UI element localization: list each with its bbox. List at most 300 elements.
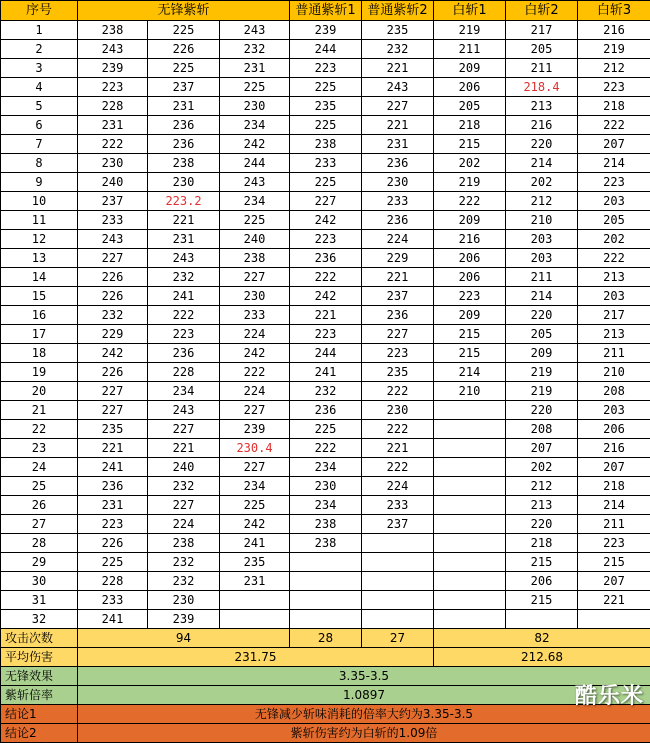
damage-cell: 223	[290, 59, 362, 78]
conclusion1-value: 无锋减少斩味消耗的倍率大约为3.35-3.5	[78, 705, 650, 724]
damage-cell: 230	[220, 97, 290, 116]
effect-label: 无锋效果	[1, 667, 78, 686]
ratio-row	[1, 686, 650, 705]
row-index-cell: 23	[1, 439, 78, 458]
damage-cell: 223	[290, 230, 362, 249]
damage-cell: 220	[506, 306, 578, 325]
damage-cell: 220	[506, 515, 578, 534]
damage-cell: 224	[148, 515, 220, 534]
attack-bai: 82	[434, 629, 650, 648]
damage-cell: 202	[578, 230, 650, 249]
damage-cell: 217	[578, 306, 650, 325]
damage-cell: 230.4	[220, 439, 290, 458]
damage-cell: 207	[578, 458, 650, 477]
damage-cell: 203	[578, 287, 650, 306]
damage-cell: 222	[290, 268, 362, 287]
damage-cell: 229	[78, 325, 148, 344]
row-index-cell: 7	[1, 135, 78, 154]
damage-cell: 223	[434, 287, 506, 306]
damage-cell	[434, 572, 506, 591]
row-index-cell: 11	[1, 211, 78, 230]
damage-cell: 219	[506, 363, 578, 382]
damage-cell: 218	[578, 97, 650, 116]
table-row	[1, 382, 650, 401]
damage-cell: 231	[78, 116, 148, 135]
damage-cell: 238	[290, 534, 362, 553]
damage-cell: 218	[506, 534, 578, 553]
damage-cell	[434, 515, 506, 534]
damage-cell: 227	[362, 325, 434, 344]
damage-cell: 213	[578, 268, 650, 287]
damage-cell	[290, 591, 362, 610]
row-index-cell: 18	[1, 344, 78, 363]
row-index-cell: 30	[1, 572, 78, 591]
damage-cell: 232	[148, 572, 220, 591]
damage-cell: 211	[506, 59, 578, 78]
damage-cell: 216	[434, 230, 506, 249]
damage-cell: 212	[506, 477, 578, 496]
damage-cell: 242	[78, 344, 148, 363]
row-index-cell: 26	[1, 496, 78, 515]
damage-cell: 215	[434, 325, 506, 344]
table-row	[1, 344, 650, 363]
table-row	[1, 287, 650, 306]
damage-cell: 225	[290, 173, 362, 192]
damage-cell: 237	[148, 78, 220, 97]
damage-cell: 215	[434, 344, 506, 363]
damage-cell: 205	[506, 40, 578, 59]
damage-cell: 244	[290, 40, 362, 59]
damage-cell: 231	[220, 572, 290, 591]
damage-cell: 227	[220, 268, 290, 287]
damage-cell: 235	[362, 363, 434, 382]
table-row	[1, 40, 650, 59]
damage-cell	[434, 496, 506, 515]
damage-cell: 230	[78, 154, 148, 173]
damage-cell: 236	[148, 116, 220, 135]
damage-cell	[578, 610, 650, 629]
damage-cell: 235	[220, 553, 290, 572]
table-row	[1, 268, 650, 287]
damage-cell: 222	[578, 249, 650, 268]
damage-cell	[434, 591, 506, 610]
damage-cell: 226	[78, 363, 148, 382]
damage-cell: 230	[148, 173, 220, 192]
damage-cell: 211	[506, 268, 578, 287]
row-index-cell: 6	[1, 116, 78, 135]
table-row	[1, 230, 650, 249]
damage-cell: 243	[362, 78, 434, 97]
damage-cell: 230	[362, 173, 434, 192]
row-index-cell: 9	[1, 173, 78, 192]
row-index-cell: 21	[1, 401, 78, 420]
damage-cell: 234	[290, 458, 362, 477]
damage-cell: 209	[434, 306, 506, 325]
damage-cell: 221	[290, 306, 362, 325]
damage-cell: 222	[220, 363, 290, 382]
damage-cell: 227	[148, 496, 220, 515]
damage-cell	[434, 439, 506, 458]
row-index-cell: 31	[1, 591, 78, 610]
damage-cell: 214	[506, 154, 578, 173]
damage-cell	[362, 553, 434, 572]
table-row	[1, 306, 650, 325]
damage-cell: 233	[78, 211, 148, 230]
damage-cell: 243	[78, 230, 148, 249]
damage-cell: 222	[434, 192, 506, 211]
table-row	[1, 401, 650, 420]
damage-cell: 221	[148, 439, 220, 458]
damage-cell: 223	[578, 173, 650, 192]
row-index-cell: 25	[1, 477, 78, 496]
table-row	[1, 325, 650, 344]
row-index-cell: 4	[1, 78, 78, 97]
damage-cell: 239	[78, 59, 148, 78]
table-row	[1, 192, 650, 211]
damage-cell: 223	[362, 344, 434, 363]
header-row	[1, 1, 650, 21]
header-bai2: 白斩2	[506, 1, 578, 21]
row-index-cell: 2	[1, 40, 78, 59]
damage-cell: 213	[506, 496, 578, 515]
damage-cell: 231	[220, 59, 290, 78]
row-index-cell: 8	[1, 154, 78, 173]
damage-cell: 212	[578, 59, 650, 78]
damage-cell: 219	[434, 21, 506, 40]
damage-cell: 223	[290, 325, 362, 344]
damage-cell: 203	[578, 192, 650, 211]
damage-cell: 235	[290, 97, 362, 116]
damage-cell: 240	[78, 173, 148, 192]
damage-cell: 210	[506, 211, 578, 230]
table-row	[1, 363, 650, 382]
header-normal1: 普通紫斩1	[290, 1, 362, 21]
damage-cell: 218	[578, 477, 650, 496]
conclusion2-row	[1, 724, 650, 743]
damage-cell: 242	[220, 135, 290, 154]
damage-cell: 202	[506, 173, 578, 192]
effect-row	[1, 667, 650, 686]
damage-cell: 242	[290, 287, 362, 306]
damage-cell: 228	[78, 572, 148, 591]
ratio-value: 1.0897	[78, 686, 650, 705]
damage-cell: 213	[506, 97, 578, 116]
damage-cell: 224	[362, 230, 434, 249]
row-index-cell: 29	[1, 553, 78, 572]
damage-cell: 222	[78, 135, 148, 154]
row-index-cell: 22	[1, 420, 78, 439]
damage-cell: 221	[362, 59, 434, 78]
damage-cell: 206	[434, 78, 506, 97]
row-index-cell: 13	[1, 249, 78, 268]
damage-cell: 238	[78, 21, 148, 40]
damage-cell: 221	[148, 211, 220, 230]
damage-cell: 225	[78, 553, 148, 572]
table-row	[1, 420, 650, 439]
damage-cell: 226	[78, 287, 148, 306]
damage-cell	[362, 591, 434, 610]
row-index-cell: 12	[1, 230, 78, 249]
damage-cell: 221	[362, 268, 434, 287]
damage-cell: 224	[362, 477, 434, 496]
damage-cell: 240	[148, 458, 220, 477]
damage-cell: 215	[506, 591, 578, 610]
table-row	[1, 21, 650, 40]
damage-cell: 233	[220, 306, 290, 325]
damage-cell: 202	[434, 154, 506, 173]
damage-cell: 209	[506, 344, 578, 363]
damage-cell: 210	[434, 382, 506, 401]
damage-cell: 230	[290, 477, 362, 496]
avg-wufeng: 231.75	[78, 648, 434, 667]
damage-cell: 218.4	[506, 78, 578, 97]
damage-cell: 215	[578, 553, 650, 572]
damage-cell: 233	[362, 496, 434, 515]
header-normal2: 普通紫斩2	[362, 1, 434, 21]
damage-cell: 227	[78, 249, 148, 268]
damage-cell	[434, 553, 506, 572]
damage-cell: 242	[290, 211, 362, 230]
table-row	[1, 211, 650, 230]
conclusion2-label: 结论2	[1, 724, 78, 743]
damage-cell: 236	[148, 135, 220, 154]
damage-cell: 207	[578, 572, 650, 591]
damage-cell: 208	[506, 420, 578, 439]
damage-cell: 203	[506, 230, 578, 249]
avg-label: 平均伤害	[1, 648, 78, 667]
damage-cell: 227	[78, 382, 148, 401]
damage-cell: 239	[220, 420, 290, 439]
damage-cell: 232	[148, 268, 220, 287]
damage-cell: 219	[578, 40, 650, 59]
damage-cell: 232	[362, 40, 434, 59]
row-index-cell: 17	[1, 325, 78, 344]
damage-cell: 216	[578, 21, 650, 40]
attack-normal1: 28	[290, 629, 362, 648]
row-index-cell: 20	[1, 382, 78, 401]
watermark-logo: 酷乐米	[575, 679, 644, 710]
table-row	[1, 59, 650, 78]
damage-cell: 242	[220, 344, 290, 363]
damage-cell: 212	[506, 192, 578, 211]
header-bai3: 白斩3	[578, 1, 650, 21]
damage-cell: 237	[362, 515, 434, 534]
avg-damage-row	[1, 648, 650, 667]
damage-cell: 214	[578, 496, 650, 515]
damage-cell: 206	[506, 572, 578, 591]
damage-cell	[434, 477, 506, 496]
attack-label: 攻击次数	[1, 629, 78, 648]
damage-cell: 233	[362, 192, 434, 211]
damage-cell: 222	[148, 306, 220, 325]
damage-cell: 214	[506, 287, 578, 306]
damage-cell: 225	[148, 21, 220, 40]
damage-cell: 215	[506, 553, 578, 572]
damage-cell: 216	[578, 439, 650, 458]
damage-cell: 236	[362, 211, 434, 230]
damage-cell: 244	[290, 344, 362, 363]
damage-cell: 238	[148, 154, 220, 173]
damage-cell	[434, 610, 506, 629]
damage-cell: 221	[362, 439, 434, 458]
damage-cell: 221	[362, 116, 434, 135]
table-row	[1, 515, 650, 534]
damage-cell: 222	[362, 382, 434, 401]
attack-wufeng: 94	[78, 629, 290, 648]
damage-cell: 203	[506, 249, 578, 268]
damage-cell: 223	[578, 534, 650, 553]
damage-cell: 214	[434, 363, 506, 382]
damage-cell: 224	[220, 382, 290, 401]
damage-cell: 226	[148, 40, 220, 59]
row-index-cell: 10	[1, 192, 78, 211]
damage-cell: 206	[434, 268, 506, 287]
damage-cell: 208	[578, 382, 650, 401]
damage-cell: 227	[148, 420, 220, 439]
damage-cell: 241	[148, 287, 220, 306]
damage-cell: 234	[148, 382, 220, 401]
damage-cell: 239	[290, 21, 362, 40]
damage-cell: 225	[220, 496, 290, 515]
table-row	[1, 249, 650, 268]
damage-cell: 236	[148, 344, 220, 363]
table-row	[1, 458, 650, 477]
damage-cell: 241	[220, 534, 290, 553]
damage-cell: 231	[148, 97, 220, 116]
header-wufeng: 无锋紫斩	[78, 1, 290, 21]
attack-count-row	[1, 629, 650, 648]
damage-cell: 213	[578, 325, 650, 344]
damage-cell: 222	[362, 458, 434, 477]
damage-cell: 236	[362, 154, 434, 173]
table-row	[1, 78, 650, 97]
damage-cell	[362, 534, 434, 553]
header-bai1: 白斩1	[434, 1, 506, 21]
damage-cell: 223	[148, 325, 220, 344]
damage-cell: 235	[78, 420, 148, 439]
damage-cell: 243	[148, 249, 220, 268]
damage-cell: 219	[506, 382, 578, 401]
damage-cell	[362, 610, 434, 629]
damage-cell: 236	[78, 477, 148, 496]
damage-cell: 238	[290, 135, 362, 154]
damage-cell: 221	[578, 591, 650, 610]
damage-cell: 234	[220, 116, 290, 135]
damage-cell: 217	[506, 21, 578, 40]
damage-cell: 209	[434, 211, 506, 230]
damage-cell: 241	[290, 363, 362, 382]
damage-cell: 216	[506, 116, 578, 135]
table-row	[1, 496, 650, 515]
table-row	[1, 97, 650, 116]
damage-cell: 202	[506, 458, 578, 477]
damage-cell: 226	[78, 268, 148, 287]
row-index-cell: 27	[1, 515, 78, 534]
damage-cell: 223.2	[148, 192, 220, 211]
damage-cell: 209	[434, 59, 506, 78]
damage-cell: 233	[78, 591, 148, 610]
damage-cell: 229	[362, 249, 434, 268]
row-index-cell: 32	[1, 610, 78, 629]
damage-cell: 236	[290, 249, 362, 268]
damage-cell: 215	[434, 135, 506, 154]
row-index-cell: 14	[1, 268, 78, 287]
attack-normal2: 27	[362, 629, 434, 648]
damage-cell: 225	[290, 78, 362, 97]
damage-cell: 228	[148, 363, 220, 382]
damage-cell: 227	[78, 401, 148, 420]
damage-cell: 241	[78, 458, 148, 477]
damage-cell: 236	[362, 306, 434, 325]
damage-cell	[290, 553, 362, 572]
damage-cell: 233	[290, 154, 362, 173]
conclusion2-value: 紫斩伤害约为白斩的1.09倍	[78, 724, 650, 743]
table-row	[1, 439, 650, 458]
damage-cell: 206	[578, 420, 650, 439]
damage-cell: 221	[78, 439, 148, 458]
damage-cell: 211	[434, 40, 506, 59]
damage-cell: 230	[362, 401, 434, 420]
damage-cell: 234	[290, 496, 362, 515]
table-row	[1, 610, 650, 629]
damage-cell: 227	[290, 192, 362, 211]
table-row	[1, 534, 650, 553]
damage-cell	[290, 572, 362, 591]
damage-cell: 232	[78, 306, 148, 325]
damage-cell: 243	[220, 21, 290, 40]
damage-cell: 205	[506, 325, 578, 344]
effect-value: 3.35-3.5	[78, 667, 650, 686]
damage-cell	[434, 534, 506, 553]
damage-cell: 205	[578, 211, 650, 230]
damage-cell: 237	[78, 192, 148, 211]
damage-cell: 231	[362, 135, 434, 154]
damage-cell	[506, 610, 578, 629]
damage-cell: 232	[148, 477, 220, 496]
row-index-cell: 5	[1, 97, 78, 116]
damage-cell: 238	[220, 249, 290, 268]
table-row	[1, 591, 650, 610]
damage-cell: 240	[220, 230, 290, 249]
damage-cell: 239	[148, 610, 220, 629]
damage-cell: 203	[578, 401, 650, 420]
table-row	[1, 154, 650, 173]
damage-cell: 231	[78, 496, 148, 515]
damage-cell: 244	[220, 154, 290, 173]
damage-cell: 242	[220, 515, 290, 534]
row-index-cell: 19	[1, 363, 78, 382]
damage-cell: 222	[290, 439, 362, 458]
damage-cell: 238	[290, 515, 362, 534]
damage-cell: 206	[434, 249, 506, 268]
damage-cell: 236	[290, 401, 362, 420]
row-index-cell: 1	[1, 21, 78, 40]
conclusion1-row	[1, 705, 650, 724]
conclusion1-label: 结论1	[1, 705, 78, 724]
table-row	[1, 173, 650, 192]
damage-cell: 230	[220, 287, 290, 306]
damage-cell: 243	[148, 401, 220, 420]
damage-cell	[290, 610, 362, 629]
avg-bai: 212.68	[434, 648, 650, 667]
damage-cell: 227	[220, 401, 290, 420]
damage-cell: 210	[578, 363, 650, 382]
damage-cell: 226	[78, 534, 148, 553]
damage-cell	[434, 401, 506, 420]
damage-cell: 223	[78, 515, 148, 534]
damage-cell: 211	[578, 344, 650, 363]
damage-cell: 218	[434, 116, 506, 135]
